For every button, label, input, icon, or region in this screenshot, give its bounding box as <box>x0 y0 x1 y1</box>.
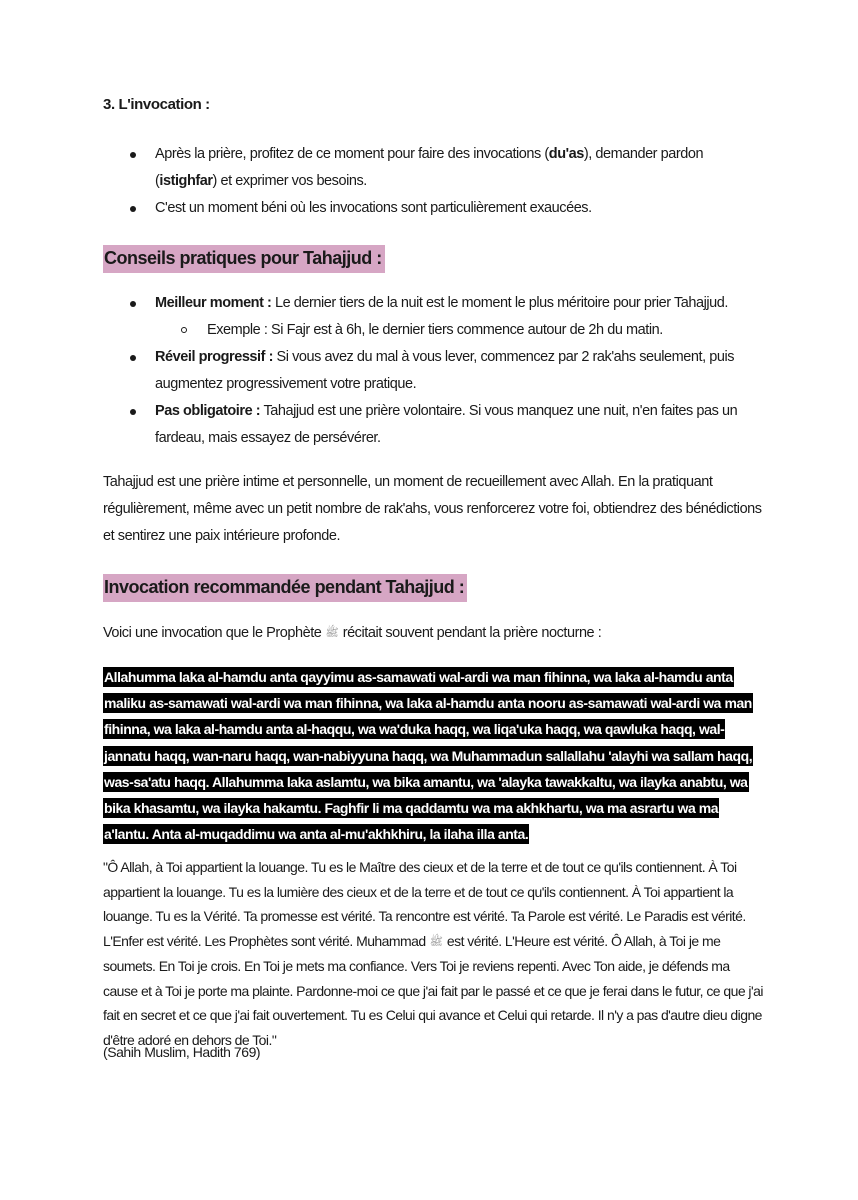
list-item: Meilleur moment : Le dernier tiers de la nuit est le moment le plus méritoire pour prier Tahajjud. <box>103 290 763 317</box>
list-item: Après la prière, profitez de ce moment pour faire des invocations (du'as), demander pardon (istighfar) et exprimer vos besoins. <box>103 141 763 195</box>
list-item: C'est un moment béni où les invocations sont particulièrement exaucées. <box>103 195 763 222</box>
bullet-icon <box>130 301 136 307</box>
list-item: Réveil progressif : Si vous avez du mal à vous lever, commencez par 2 rak'ahs seulement, puis augmentez progressivement votre pratique. <box>103 344 763 398</box>
sub-list-item: Exemple : Si Fajr est à 6h, le dernier tiers commence autour de 2h du matin. <box>103 317 763 344</box>
bullet-icon <box>130 152 136 158</box>
bullet-icon <box>130 355 136 361</box>
invocation-bullet-list <box>103 141 763 222</box>
section-title: 3. L'invocation : <box>103 96 210 113</box>
invocation-intro: Voici une invocation que le Prophète ﷺ récitait souvent pendant la prière nocturne : <box>103 620 763 647</box>
salawat-glyph-icon: ﷺ <box>325 627 339 639</box>
bullet-icon <box>130 409 136 415</box>
invocation-heading: Invocation recommandée pendant Tahajjud : <box>103 574 467 602</box>
conseils-paragraph: Tahajjud est une prière intime et personnelle, un moment de recueillement avec Allah. En la pratiquant régulièrement, même avec un petit nombre de rak'ahs, vous renforcerez votre foi, obtiendrez des bénédictions et sentirez une paix intérieure profonde. <box>103 474 762 544</box>
transliterated-invocation: Allahumma laka al-hamdu anta qayyimu as-samawati wal-ardi wa man fihinna, wa laka al-hamdu anta maliku as-samawati wal-ardi wa man fihinna, wa laka al-hamdu anta nooru as-samawati wal-ardi wa man fihinna, wa laka al-hamdu anta al-haqqu, wa wa'duka haqq, wa liqa'uka haqq, wa qawluka haqq, wal-jannatu haqq, wan-naru haqq, wan-nabiyyuna haqq, wa Muhammadun sallallahu 'alayhi wa sallam haqq, was-sa'atu haqq. Allahumma laka aslamtu, wa bika amantu, wa 'alayka tawakkaltu, wa ilayka anabtu, wa bika khasamtu, wa ilayka hakamtu. Faghfir li ma qaddamtu wa ma akhkhartu, wa ma asrartu wa ma a'lantu. Anta al-muqaddimu wa anta al-mu'akhkhiru, la ilaha illa anta. <box>104 669 753 843</box>
hollow-bullet-icon <box>181 327 187 333</box>
bullet-icon <box>130 206 136 212</box>
list-item: Pas obligatoire : Tahajjud est une prière volontaire. Si vous manquez une nuit, n'en faites pas un fardeau, mais essayez de persévérer. <box>103 398 763 452</box>
invocation-translation: "Ô Allah, à Toi appartient la louange. Tu es le Maître des cieux et de la terre et de tout ce qu'ils contiennent. À Toi appartient la louange. Tu es la lumière des cieux et de la terre et de tout ce qu'ils contiennent. À Toi appartient la louange. Tu es la Vérité. Ta promesse est vérité. Ta rencontre est vérité. Ta Parole est vérité. Le Paradis est vérité. L'Enfer est vérité. Les Prophètes sont vérité. Muhammad ﷺ est vérité. L'Heure est vérité. Ô Allah, à Toi je me soumets. En Toi je crois. En Toi je mets ma confiance. Vers Toi je reviens repenti. Avec Ton aide, je défends ma cause et à Toi je porte ma plainte. Pardonne-moi ce que j'ai fait par le passé et ce que je ferai dans le futur, ce que j'ai fait en secret et ce que j'ai fait ouvertement. Tu es Celui qui avance et Celui qui retarde. Il n'y a pas d'autre dieu digne d'être adoré en dehors de Toi." <box>103 859 763 1048</box>
conseils-heading: Conseils pratiques pour Tahajjud : <box>103 245 385 273</box>
hadith-reference: (Sahih Muslim, Hadith 769) <box>103 1044 261 1060</box>
conseils-bullet-list <box>103 290 763 452</box>
salawat-glyph-icon: ﷺ <box>429 935 443 948</box>
